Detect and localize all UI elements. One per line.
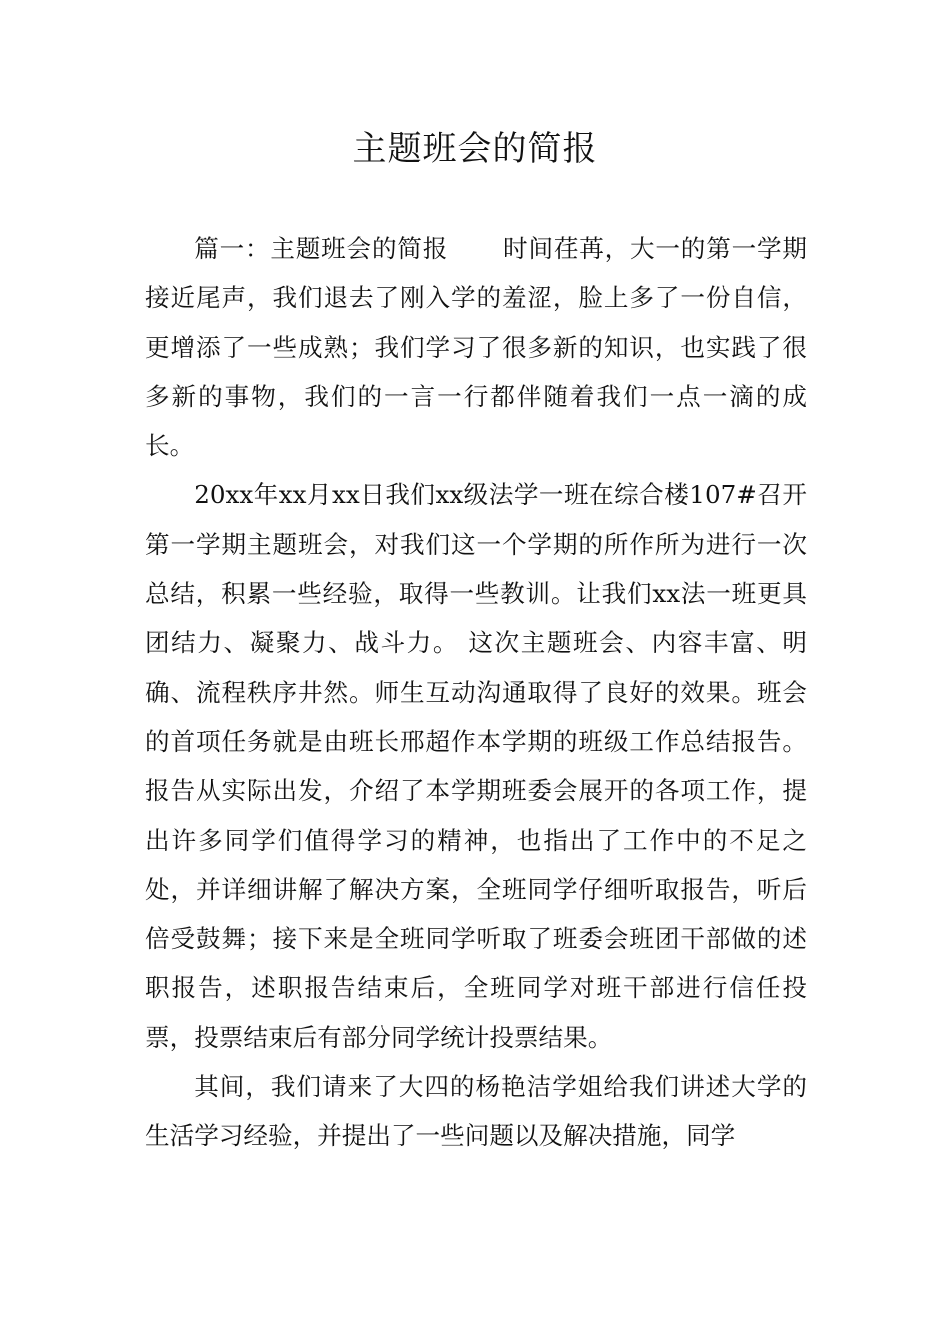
paragraph-1-text: 时间荏苒，大一的第一学期接近尾声，我们退去了刚入学的羞涩，脸上多了一份自信，更增添了一些成熟；我们学习了很多新的知识，也实践了很多新的事物，我们的一言一行都伴随着我们一点一滴的成长。 (145, 234, 807, 461)
document-title: 主题班会的简报 (352, 129, 598, 169)
paragraph-1 (145, 224, 807, 470)
paragraph-2: 20xx年xx月xx日我们xx级法学一班在综合楼107#召开第一学期主题班会，对我们这一个学期的所作所为进行一次总结，积累一些经验，取得一些教训。让我们xx法一班更具团结力、凝聚力、战斗力。 这次主题班会、内容丰富、明确、流程秩序井然。师生互动沟通取得了良好的效果。班会的首项任务就是由班长邢超作本学期的班级工作总结报告。报告从实际出发，介绍了本学期班委会展开的各项工作，提出许多同学们值得学习的精神，也指出了工作中的不足之处，并详细讲解了解决方案，全班同学仔细听取报告，听后倍受鼓舞；接下来是全班同学听取了班委会班团干部做的述职报告，述职报告结束后，全班同学对班干部进行信任投票，投票结束后有部分同学统计投票结果。 (145, 480, 807, 1052)
paragraph-3: 其间，我们请来了大四的杨艳洁学姐给我们讲述大学的生活学习经验，并提出了一些问题以及解决措施，同学 (145, 1072, 807, 1151)
document-body (145, 224, 807, 1161)
section-heading: 篇一：主题班会的简报 (194, 234, 449, 263)
